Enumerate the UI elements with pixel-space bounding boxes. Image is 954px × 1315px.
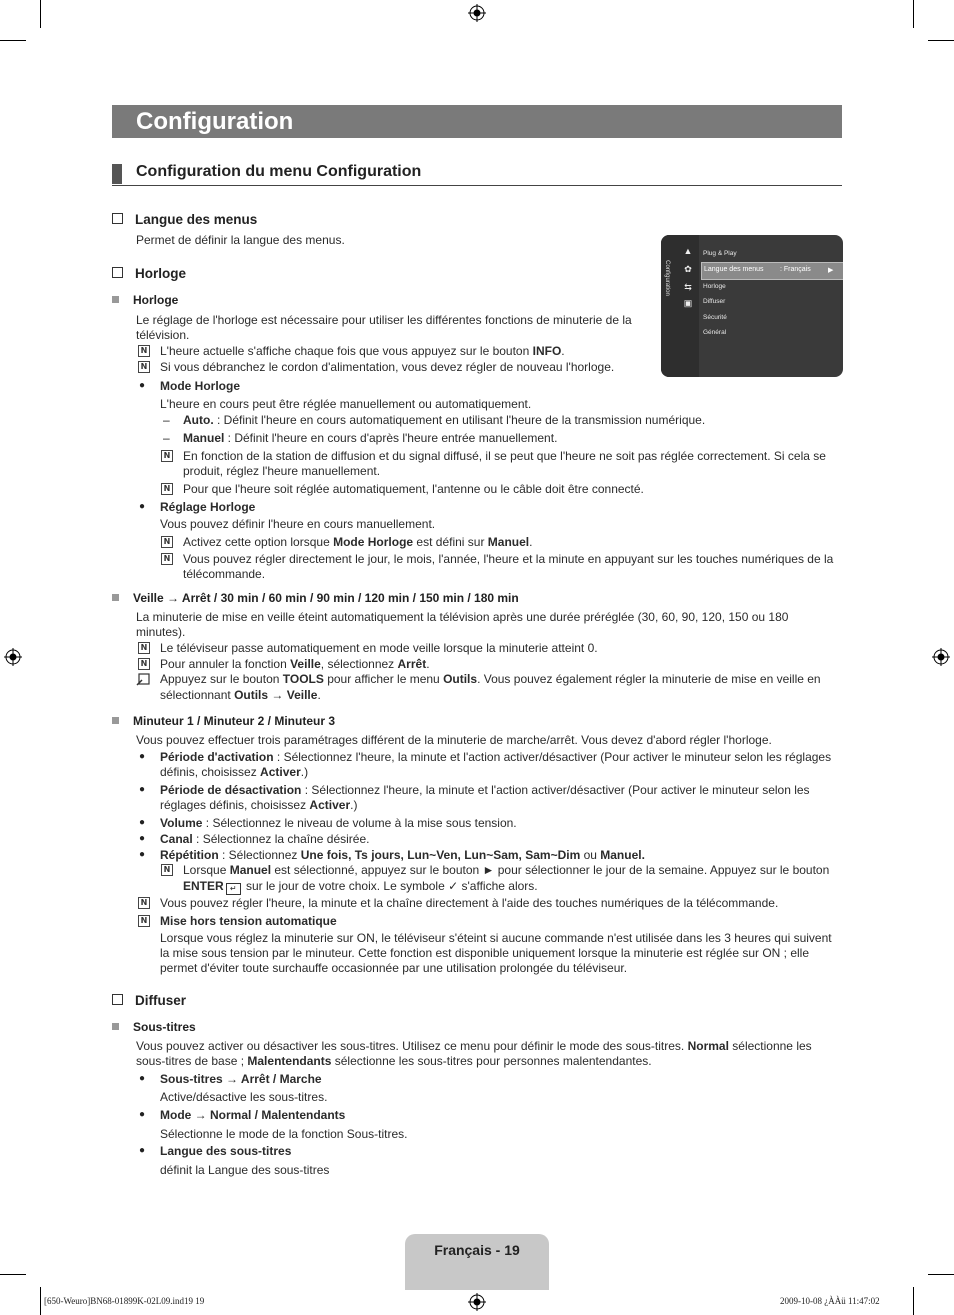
- bullet-icon: ●: [139, 833, 146, 844]
- text: . Vous pouvez également régler la minuterie de mise en veille en: [477, 672, 821, 686]
- minuteur-p1: Vous pouvez effectuer trois paramétrages différent de la minuterie de marche/arrêt. Vous devez d'abord régler l'horloge.: [136, 733, 772, 747]
- horloge-heading: [112, 266, 186, 281]
- crop-mark: [0, 1274, 26, 1275]
- minuteur-b2-line1: [160, 783, 810, 798]
- text: Activer: [260, 765, 301, 779]
- text: sur le jour de votre choix. Le symbole: [242, 879, 449, 893]
- text: .: [561, 344, 565, 358]
- text: TOOLS: [282, 672, 324, 686]
- text: Répétition: [160, 848, 219, 862]
- text: : Sélectionnez l'heure, la minute et l'action activer/désactiver (Pour activer le minuteur selon les: [301, 783, 810, 797]
- note-icon: N: [138, 361, 150, 373]
- checkbox-icon: [112, 994, 123, 1005]
- minuteur-note1-line1: [183, 863, 829, 878]
- text: Période de désactivation: [160, 783, 302, 797]
- minuteur-b5: [160, 848, 645, 863]
- menu-item-securite: Sécurité: [703, 314, 727, 321]
- text: Une fois, Ts jours, Lun~Ven, Lun~Sam, Sam~Dim: [300, 848, 581, 862]
- text: ENTER: [183, 879, 224, 893]
- veille-note2: [160, 657, 430, 672]
- right-arrow-icon: ▶: [828, 267, 834, 274]
- square-bullet-icon: [112, 717, 119, 724]
- diffuser-b2: Mode → Normal / Malentendants: [160, 1108, 346, 1122]
- horloge-note3: En fonction de la station de diffusion et du signal diffusé, il se peut que l'heure ne soit pas réglée correctement. Si cela se produit, réglez l'heure manuellement.: [183, 449, 826, 478]
- text: : Sélectionnez la chaîne désirée.: [192, 832, 370, 846]
- text: Mode Horloge: [333, 535, 414, 549]
- bullet-icon: ●: [139, 380, 146, 391]
- horloge-note5: [183, 535, 532, 550]
- text: .: [317, 688, 321, 702]
- menu-sidebar: [661, 235, 699, 377]
- note-icon: N: [138, 897, 150, 909]
- support-icon: ▣: [683, 298, 693, 308]
- text: Manuel: [229, 863, 272, 877]
- menu-item-plug-play: Plug & Play: [703, 250, 737, 257]
- menu-item-horloge: Horloge: [703, 283, 726, 290]
- text: ou: [580, 848, 601, 862]
- menu-item-general: Général: [703, 329, 727, 336]
- horloge-p1: Le réglage de l'horloge est nécessaire pour utiliser les différentes fonctions de minuterie de la télévision.: [136, 313, 632, 342]
- veille-tip-line1: [160, 672, 821, 687]
- registration-mark-icon: [4, 648, 22, 666]
- text: : Sélectionnez le niveau de volume à la mise sous tension.: [202, 816, 517, 830]
- text: : Sélectionnez l'heure, la minute et l'action activer/désactiver (Pour activer le minuteur selon les réglages: [273, 750, 832, 764]
- diffuser-b3-desc: définit la Langue des sous-titres: [160, 1163, 330, 1177]
- note-icon: N: [161, 864, 173, 876]
- text: sélectionne les: [728, 1039, 812, 1053]
- menu-side-label: Configuration: [663, 260, 670, 296]
- dash-icon: –: [163, 413, 170, 427]
- minuteur-p2: Lorsque vous réglez la minuterie sur ON, le téléviseur s'éteint si aucune commande n'est utilisée dans les 3 heures qui suivent la mise sous tension par le minuteur. Cette fonction est disponible uniquement lorsque la minuterie est réglée sur ON ; elle permet d'éviter toute surchauffe occasionnée par une utilisation prolongée du téléviseur.: [160, 931, 832, 975]
- section-divider: [112, 185, 842, 186]
- text: : Sélectionnez: [218, 848, 301, 862]
- text: Manuel.: [600, 848, 645, 862]
- text: Arrêt: [397, 657, 427, 671]
- text: Pour annuler la fonction: [160, 657, 291, 671]
- text: .: [529, 535, 533, 549]
- diffuser-sub: [112, 1020, 196, 1034]
- mode-auto: [183, 413, 705, 428]
- bullet-icon: ●: [139, 817, 146, 828]
- text: Auto.: [183, 413, 214, 427]
- horloge-note2: Si vous débranchez le cordon d'alimentation, vous devez régler de nouveau l'horloge.: [160, 360, 615, 374]
- text: Appuyez sur le bouton: [160, 672, 283, 686]
- text: Outils: [443, 672, 478, 686]
- section-title: Configuration du menu Configuration: [136, 163, 422, 180]
- diffuser-sub-text: Sous-titres: [133, 1020, 196, 1034]
- text: s'affiche alors.: [458, 879, 538, 893]
- mode-horloge-desc: L'heure en cours peut être réglée manuellement ou automatiquement.: [160, 397, 532, 411]
- note-icon: N: [138, 915, 150, 927]
- bullet-icon: ●: [139, 1145, 146, 1156]
- registration-mark-icon: [932, 648, 950, 666]
- crop-mark: [913, 0, 914, 28]
- reglage-horloge-title: Réglage Horloge: [160, 500, 256, 514]
- square-bullet-icon: [112, 1023, 119, 1030]
- text: Volume: [160, 816, 203, 830]
- text: définis, choisissez: [160, 765, 261, 779]
- diffuser-heading-text: Diffuser: [135, 993, 187, 1008]
- crop-mark: [40, 0, 41, 28]
- horloge-sub-text: Horloge: [133, 293, 179, 307]
- note-icon: N: [138, 345, 150, 357]
- bullet-icon: ●: [139, 1109, 146, 1120]
- registration-mark-icon: [468, 1293, 486, 1311]
- bullet-icon: ●: [139, 1073, 146, 1084]
- tools-icon: [136, 672, 150, 686]
- text: : Définit l'heure en cours automatiquement en utilisant l'heure de la transmission numérique.: [213, 413, 706, 427]
- langue-heading: [112, 212, 257, 227]
- veille-note1: Le téléviseur passe automatiquement en mode veille lorsque la minuterie atteint 0.: [160, 641, 598, 655]
- text: Malentendants: [247, 1054, 332, 1068]
- note-icon: N: [138, 642, 150, 654]
- minuteur-b4: [160, 832, 369, 847]
- page-number: Français - 19: [434, 1242, 520, 1258]
- menu-item-selected: [701, 262, 843, 280]
- square-bullet-icon: [112, 594, 119, 601]
- text: .: [426, 657, 430, 671]
- note-icon: N: [161, 553, 173, 565]
- checkmark-icon: ✓: [448, 879, 459, 893]
- note-icon: N: [161, 483, 173, 495]
- minuteur-b3: [160, 816, 517, 831]
- text: Vous pouvez activer ou désactiver les sous-titres. Utilisez ce menu pour définir le mode des sous-titres.: [136, 1039, 688, 1053]
- crop-mark: [928, 1274, 954, 1275]
- reglage-horloge-desc: Vous pouvez définir l'heure en cours manuellement.: [160, 517, 436, 531]
- minuteur-note3: Mise hors tension automatique: [160, 914, 337, 928]
- text: L'heure actuelle s'affiche chaque fois que vous appuyez sur le bouton: [160, 344, 533, 358]
- horloge-sub: [112, 293, 178, 307]
- horloge-note4: Pour que l'heure soit réglée automatiquement, l'antenne ou le câble doit être connecté.: [183, 482, 644, 496]
- minuteur-b1-line1: [160, 750, 831, 765]
- minuteur-note1-line2: [183, 879, 538, 895]
- footer-file-info: [650-Weuro]BN68-01899K-02L09.ind19 19: [44, 1296, 205, 1306]
- page-title: Configuration: [136, 108, 294, 135]
- text: est défini sur: [413, 535, 488, 549]
- text: est sélectionné, appuyez sur le bouton ► pour sélectionner le jour de la semaine. Appuyez sur le bouton: [271, 863, 830, 877]
- diffuser-p1-line1: [136, 1039, 812, 1054]
- text: sélectionnant: [160, 688, 235, 702]
- bullet-icon: ●: [139, 849, 146, 860]
- bullet-icon: ●: [139, 784, 146, 795]
- horloge-heading-text: Horloge: [135, 266, 187, 281]
- minuteur-title: [112, 714, 335, 728]
- text: .): [350, 798, 358, 812]
- text: INFO: [532, 344, 562, 358]
- checkbox-icon: [112, 267, 123, 278]
- diffuser-heading: [112, 993, 186, 1008]
- langue-heading-text: Langue des menus: [135, 212, 258, 227]
- footer-timestamp: 2009-10-08 ¿ÀÀü 11:47:02: [780, 1296, 880, 1306]
- mode-manuel: [183, 431, 557, 446]
- diffuser-b1-desc: Active/désactive les sous-titres.: [160, 1090, 328, 1104]
- bullet-icon: ●: [139, 751, 146, 762]
- text: Période d'activation: [160, 750, 274, 764]
- bullet-icon: ●: [139, 501, 146, 512]
- menu-item-langue: Langue des menus: [704, 266, 764, 273]
- text: Manuel: [487, 535, 530, 549]
- picture-icon: ▲: [683, 246, 693, 256]
- menu-item-value: : Français: [780, 266, 811, 273]
- text: : Définit l'heure en cours d'après l'heure entrée manuellement.: [224, 431, 558, 445]
- diffuser-p1-line2: [136, 1054, 652, 1069]
- checkbox-icon: [112, 213, 123, 224]
- registration-mark-icon: [468, 4, 486, 22]
- veille-p1: La minuterie de mise en veille éteint automatiquement la télévision après une durée préréglée (30, 60, 90, 120, 150 ou 180 minutes).: [136, 610, 789, 639]
- note-icon: N: [161, 536, 173, 548]
- square-bullet-icon: [112, 296, 119, 303]
- text: pour afficher le menu: [323, 672, 444, 686]
- veille-title-text: Veille → Arrêt / 30 min / 60 min / 90 min / 120 min / 150 min / 180 min: [133, 591, 519, 605]
- text: Outils → Veille: [234, 688, 318, 702]
- note-icon: N: [138, 658, 150, 670]
- section-marker: [112, 164, 122, 184]
- page-title-bar: [112, 105, 842, 138]
- crop-mark: [0, 40, 26, 41]
- horloge-note1: [160, 344, 565, 359]
- gear-icon: ✿: [684, 264, 692, 274]
- text: , sélectionnez: [320, 657, 398, 671]
- horloge-note6: Vous pouvez régler directement le jour, le mois, l'année, l'heure et la minute en appuyant sur les touches numériques de la télécommande.: [183, 552, 834, 581]
- text: Canal: [160, 832, 193, 846]
- text: Normal: [687, 1039, 729, 1053]
- page-number-tab: [405, 1234, 549, 1290]
- note-icon: N: [161, 450, 173, 462]
- minuteur-b2-line2: [160, 798, 357, 813]
- text: sous-titres de base ;: [136, 1054, 248, 1068]
- text: réglages définis, choisissez: [160, 798, 310, 812]
- enter-icon: ↵: [226, 883, 241, 895]
- minuteur-title-text: Minuteur 1 / Minuteur 2 / Minuteur 3: [133, 714, 336, 728]
- minuteur-note2: Vous pouvez régler l'heure, la minute et la chaîne directement à l'aide des touches numériques de la télécommande.: [160, 896, 779, 910]
- text: Activez cette option lorsque: [183, 535, 334, 549]
- menu-screenshot: [661, 235, 843, 377]
- text: Manuel: [183, 431, 225, 445]
- mode-horloge-title: Mode Horloge: [160, 379, 240, 393]
- text: Veille: [290, 657, 321, 671]
- diffuser-b3: Langue des sous-titres: [160, 1144, 292, 1158]
- text: sélectionne les sous-titres pour personnes malentendantes.: [331, 1054, 652, 1068]
- minuteur-b1-line2: [160, 765, 308, 780]
- langue-desc: Permet de définir la langue des menus.: [136, 233, 345, 247]
- diffuser-b2-desc: Sélectionne le mode de la fonction Sous-titres.: [160, 1127, 408, 1141]
- diffuser-b1: Sous-titres → Arrêt / Marche: [160, 1072, 322, 1086]
- text: Activer: [309, 798, 351, 812]
- crop-mark: [913, 1287, 914, 1315]
- veille-tip-line2: [160, 688, 321, 703]
- text: .): [300, 765, 309, 779]
- dash-icon: –: [163, 431, 170, 445]
- text: Lorsque: [183, 863, 230, 877]
- input-icon: ⇆: [684, 282, 692, 292]
- menu-item-diffuser: Diffuser: [703, 298, 726, 305]
- crop-mark: [928, 40, 954, 41]
- veille-title: [112, 591, 519, 605]
- crop-mark: [40, 1287, 41, 1315]
